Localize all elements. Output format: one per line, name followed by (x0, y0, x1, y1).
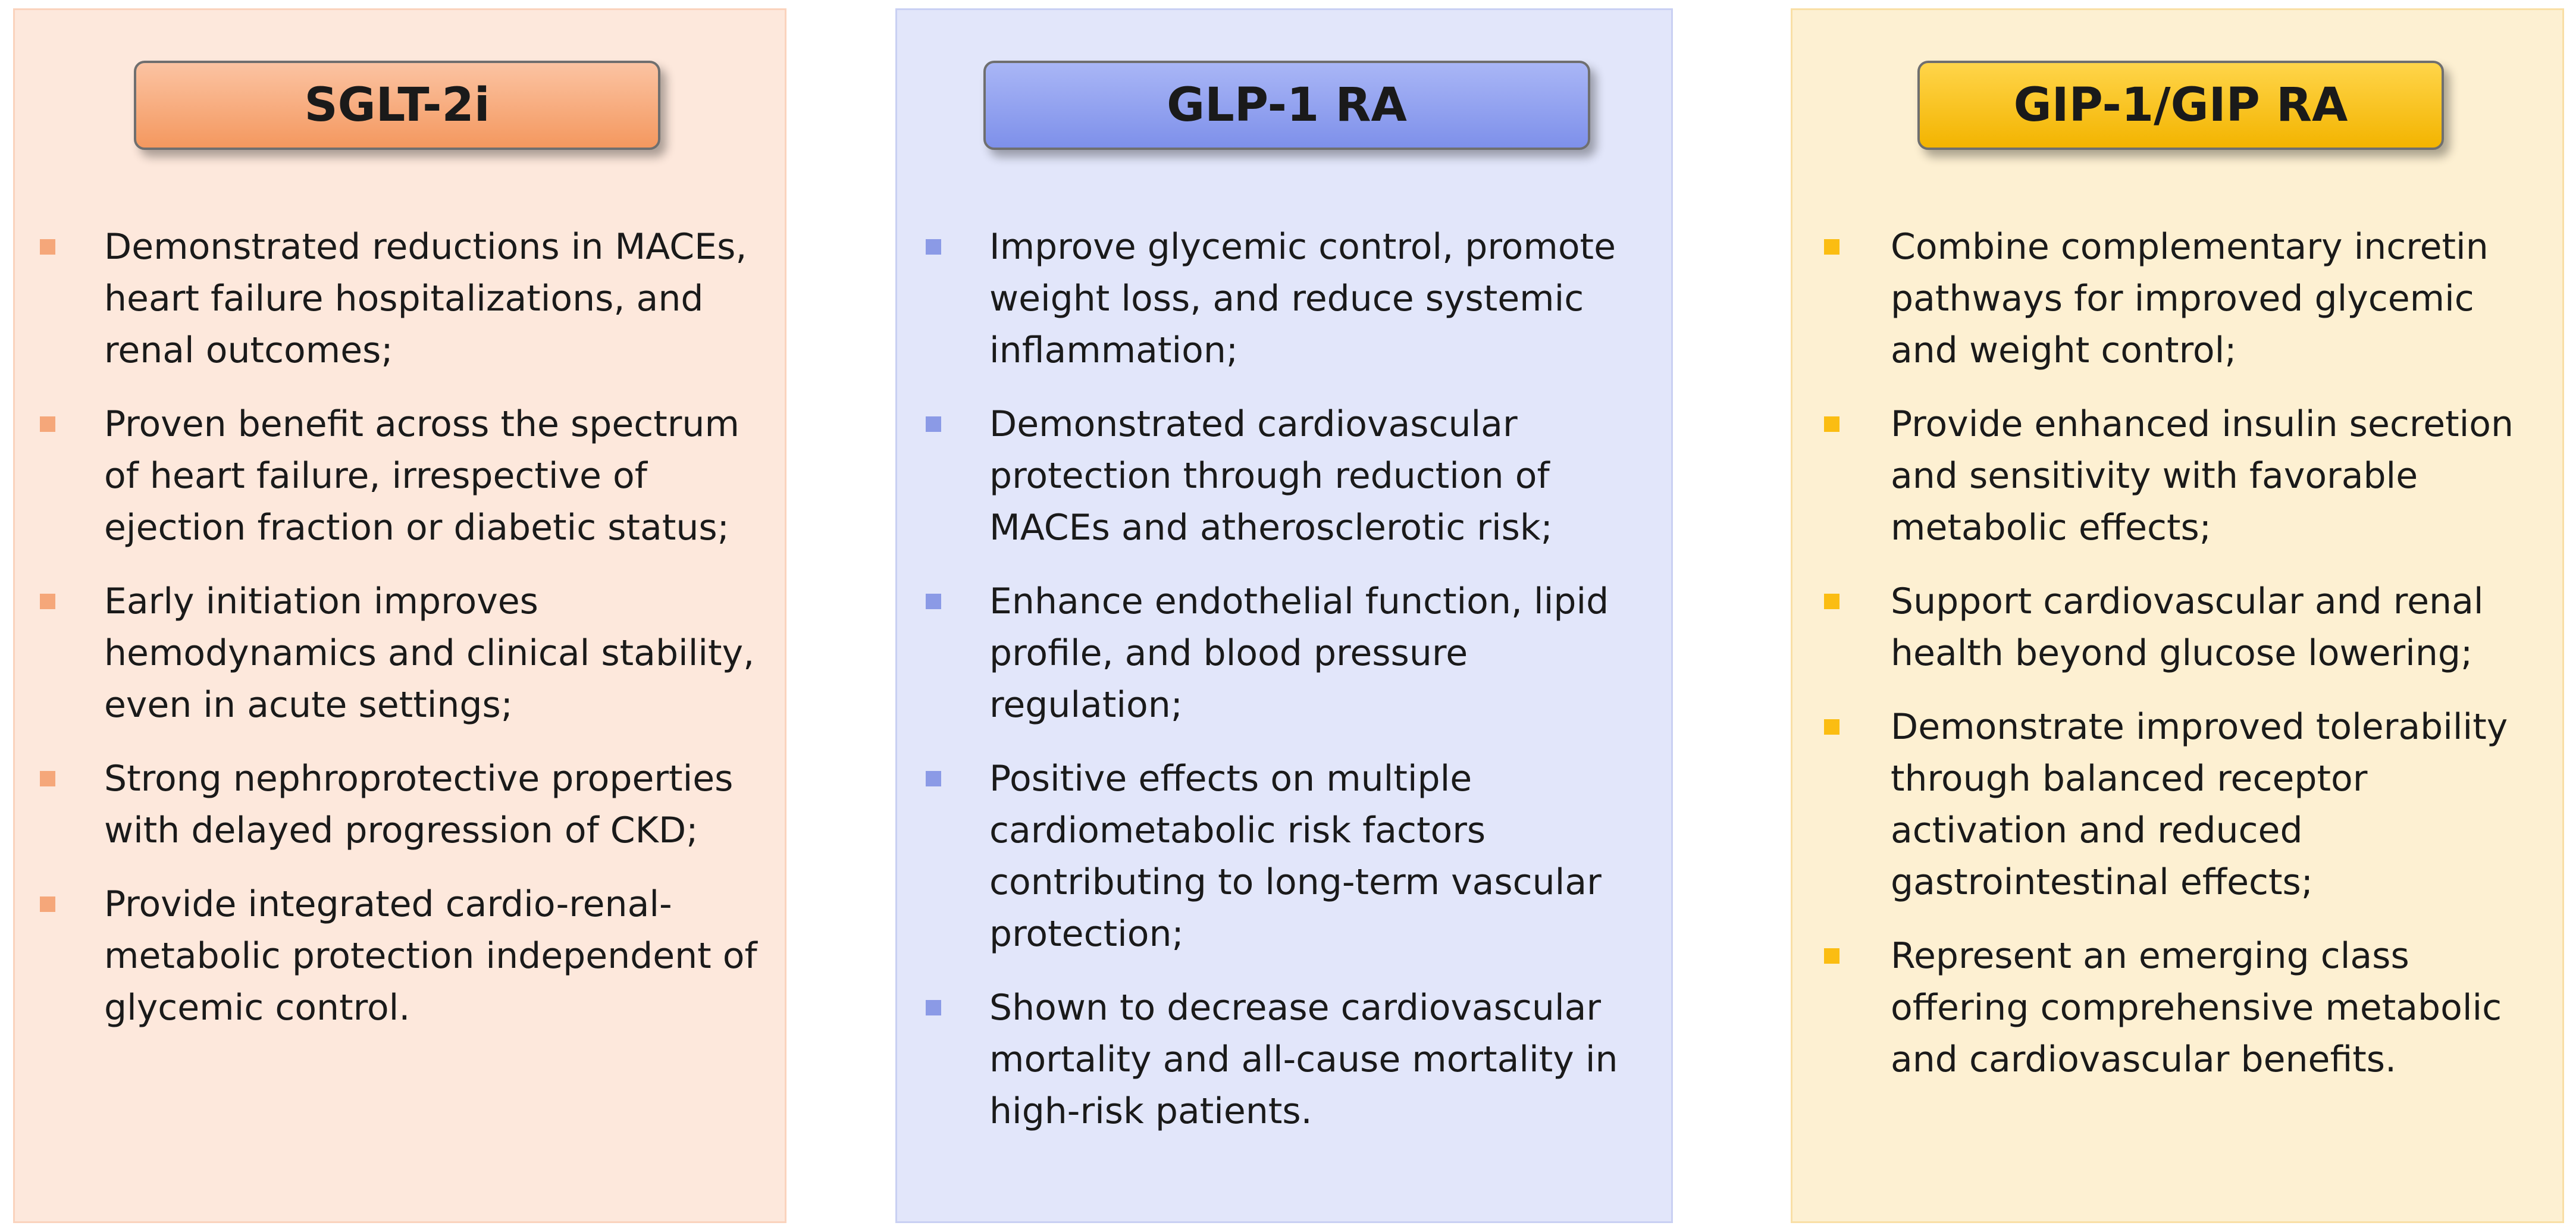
list-item (15, 879, 785, 1034)
glp1-title: GLP-1 RA (1167, 79, 1407, 132)
list-item (1792, 576, 2562, 679)
bullet-text: Early initiation improves hemodynamics and clinical stability, even in acute settings; (104, 581, 755, 726)
bullet-text: Positive effects on multiple cardiometabolic risk factors contributing to long-term vascular protection; (989, 758, 1602, 955)
list-item (897, 753, 1671, 960)
sglt2-title: SGLT-2i (304, 79, 490, 132)
square-bullet-icon (40, 594, 55, 609)
square-bullet-icon (1824, 416, 1839, 432)
gip-header (1917, 61, 2444, 150)
square-bullet-icon (1824, 239, 1839, 255)
bullet-text: Demonstrate improved tolerability through balanced receptor activation and reduced gastrointestinal effects; (1891, 706, 2508, 903)
bullet-text: Enhance endothelial function, lipid profile, and blood pressure regulation; (989, 581, 1609, 726)
list-item (15, 399, 785, 554)
square-bullet-icon (40, 771, 55, 786)
list-item (897, 982, 1671, 1137)
bullet-text: Provide enhanced insulin secretion and sensitivity with favorable metabolic effects; (1891, 403, 2514, 548)
bullet-text: Represent an emerging class offering comprehensive metabolic and cardiovascular benefits. (1891, 935, 2502, 1080)
list-item (1792, 221, 2562, 377)
bullet-text: Provide integrated cardio-renal-metabolic protection independent of glycemic control. (104, 883, 757, 1029)
gip-bullet-list (1792, 221, 2562, 1108)
sglt2-header (134, 61, 660, 150)
bullet-text: Strong nephroprotective properties with delayed progression of CKD; (104, 758, 734, 851)
square-bullet-icon (40, 416, 55, 432)
square-bullet-icon (40, 896, 55, 912)
glp1-panel (895, 8, 1673, 1223)
bullet-text: Support cardiovascular and renal health beyond glucose lowering; (1891, 581, 2484, 674)
sglt2-panel (13, 8, 786, 1223)
square-bullet-icon (926, 416, 941, 432)
bullet-text: Proven benefit across the spectrum of heart failure, irrespective of ejection fraction or diabetic status; (104, 403, 739, 548)
square-bullet-icon (40, 239, 55, 255)
square-bullet-icon (926, 239, 941, 255)
square-bullet-icon (1824, 594, 1839, 609)
glp1-header (983, 61, 1590, 150)
gip-panel (1791, 8, 2564, 1223)
square-bullet-icon (926, 1000, 941, 1015)
gip-title: GIP-1/GIP RA (2013, 79, 2348, 132)
list-item (897, 399, 1671, 554)
bullet-text: Demonstrated reductions in MACEs, heart failure hospitalizations, and renal outcomes; (104, 226, 747, 371)
list-item (1792, 701, 2562, 908)
square-bullet-icon (926, 594, 941, 609)
glp1-bullet-list (897, 221, 1671, 1159)
square-bullet-icon (1824, 948, 1839, 964)
list-item (1792, 399, 2562, 554)
bullet-text: Shown to decrease cardiovascular mortality and all-cause mortality in high-risk patients. (989, 987, 1618, 1132)
sglt2-bullet-list (15, 221, 785, 1056)
bullet-text: Combine complementary incretin pathways for improved glycemic and weight control; (1891, 226, 2489, 371)
list-item (15, 576, 785, 731)
square-bullet-icon (926, 771, 941, 786)
square-bullet-icon (1824, 719, 1839, 735)
list-item (897, 576, 1671, 731)
list-item (1792, 930, 2562, 1086)
bullet-text: Improve glycemic control, promote weight loss, and reduce systemic inflammation; (989, 226, 1616, 371)
list-item (897, 221, 1671, 377)
bullet-text: Demonstrated cardiovascular protection through reduction of MACEs and atherosclerotic risk; (989, 403, 1553, 548)
list-item (15, 221, 785, 377)
list-item (15, 753, 785, 857)
